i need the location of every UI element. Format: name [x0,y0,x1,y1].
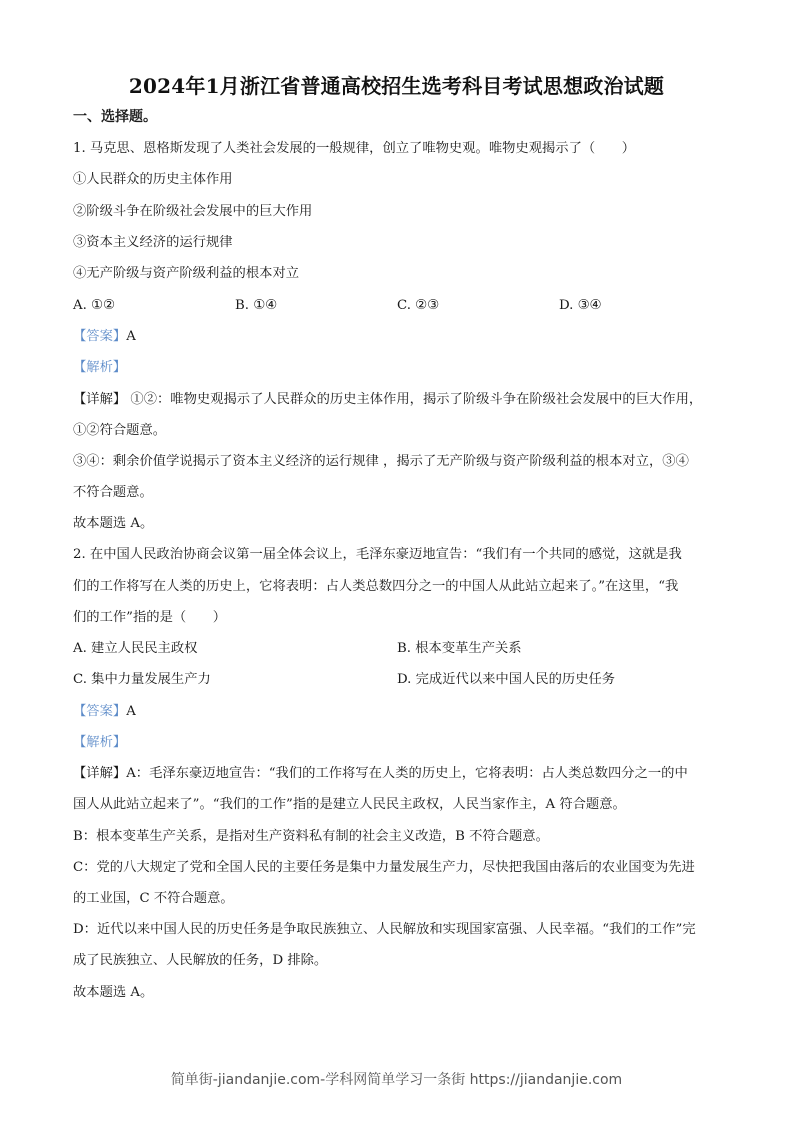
question-2-conclusion: 故本题选 A。 [73,985,154,1000]
question-1-option-b: B. ①④ [235,298,278,313]
question-1-option-a: A. ①② [73,298,115,313]
question-2-detail-line-6: D：近代以来中国人民的历史任务是争取民族独立、人民解放和实现国家富强、人民幸福。“我们的工作”完 [73,922,696,937]
answer-value: A [126,704,136,719]
answer-label: 【答案】 [73,329,127,344]
question-1-answer [73,328,723,346]
question-2-option-c: C. 集中力量发展生产力 [73,672,211,687]
question-2-analysis [73,734,723,752]
question-2-stem-line-1: 2. 在中国人民政治协商会议第一届全体会议上，毛泽东豪迈地宣告：“我们有一个共同的感觉，这就是我 [73,547,682,562]
question-2-detail-line-7: 成了民族独立、人民解放的任务，D 排除。 [73,953,328,968]
question-2-detail-line-1 [73,765,723,783]
question-2-option-d: D. 完成近代以来中国人民的历史任务 [397,672,616,687]
question-1-detail-line-2: ①②符合题意。 [73,423,167,438]
detail-text: ①②：唯物史观揭示了人民群众的历史主体作用，揭示了阶级斗争在阶级社会发展中的巨大作用， [126,392,703,407]
analysis-label: 【解析】 [73,735,127,750]
question-1-detail-line-1 [73,391,723,409]
question-2-stem-line-2: 们的工作将写在人类的历史上，它将表明：占人类总数四分之一的中国人从此站立起来了。”在这里，“我 [73,579,679,594]
detail-label: 【详解】 [73,392,127,407]
question-2-detail-line-3: B：根本变革生产关系，是指对生产资料私有制的社会主义改造，B 不符合题意。 [73,829,549,844]
question-2-detail-line-5: 的工业国，C 不符合题意。 [73,891,234,906]
question-1-statement-1: ①人民群众的历史主体作用 [73,172,233,187]
question-1-analysis [73,359,723,377]
detail-label: 【详解】 [73,766,127,781]
answer-label: 【答案】 [73,704,127,719]
section-heading: 一、选择题。 [73,109,157,125]
analysis-label: 【解析】 [73,360,127,375]
question-2-answer [73,703,723,721]
question-1-conclusion: 故本题选 A。 [73,516,154,531]
question-1-detail-line-3: ③④：剩余价值学说揭示了资本主义经济的运行规律 ，揭示了无产阶级与资产阶级利益的根本对立，③④ [73,454,689,469]
footer-watermark: 简单街-jiandanjie.com-学科网简单学习一条街 https://jiandanjie.com [170,1072,623,1088]
question-1-stem: 1. 马克思、恩格斯发现了人类社会发展的一般规律，创立了唯物史观。唯物史观揭示了（ ） [73,141,636,156]
question-2-option-a: A. 建立人民民主政权 [73,641,198,656]
question-1-statement-4: ④无产阶级与资产阶级利益的根本对立 [73,266,300,281]
question-1-option-d: D. ③④ [559,298,602,313]
question-2-detail-line-4: C：党的八大规定了党和全国人民的主要任务是集中力量发展生产力，尽快把我国由落后的农业国变为先进 [73,860,695,875]
detail-text: A：毛泽东豪迈地宣告：“我们的工作将写在人类的历史上，它将表明：占人类总数四分之一的中 [126,766,688,781]
question-1-statement-3: ③资本主义经济的运行规律 [73,235,233,250]
question-2-stem-line-3: 们的工作”指的是（ ） [73,610,227,625]
question-2-detail-line-2: 国人从此站立起来了”。“我们的工作”指的是建立人民民主政权，人民当家作主，A 符合题意。 [73,797,626,812]
question-1-option-c: C. ②③ [397,298,439,313]
question-1-detail-line-4: 不符合题意。 [73,485,153,500]
question-2-option-b: B. 根本变革生产关系 [397,641,522,656]
question-1-statement-2: ②阶级斗争在阶级社会发展中的巨大作用 [73,204,313,219]
document-title: 2024年1月浙江省普通高校招生选考科目考试思想政治试题 [128,74,665,98]
answer-value: A [126,329,136,344]
